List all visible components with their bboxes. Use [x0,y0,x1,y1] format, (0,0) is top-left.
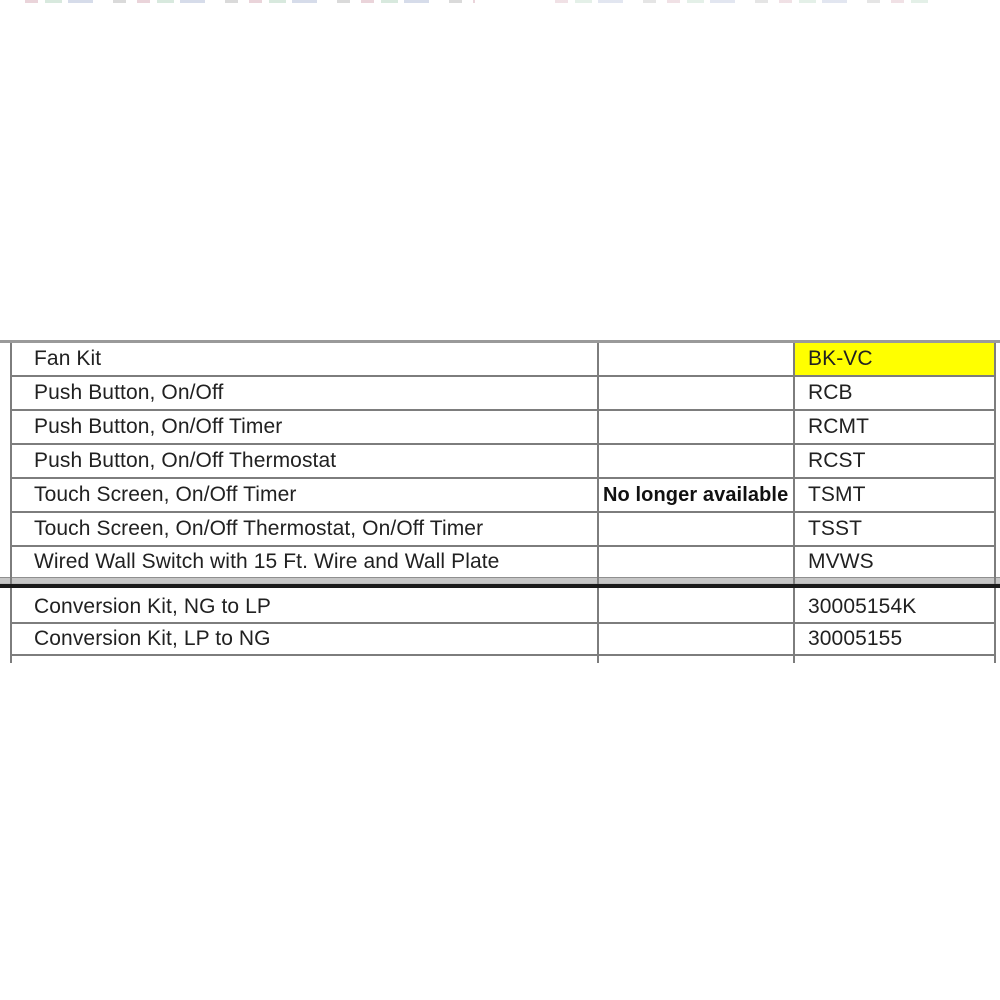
item-cell [10,547,597,577]
item-text: Conversion Kit, LP to NG [34,627,271,650]
item-cell [10,377,597,409]
item-cell [10,445,597,477]
part-text: TSST [808,517,863,540]
part-text: RCST [808,449,866,472]
table-row [10,377,996,411]
note-cell [597,592,793,622]
part-cell [793,377,996,409]
cropped-text-artifact [25,0,475,3]
part-cell [793,513,996,545]
part-cell [793,547,996,577]
note-cell [597,411,793,443]
stub-cell [10,656,597,663]
part-cell [793,624,996,654]
table-row [10,624,996,656]
availability-note-text: No longer available [603,483,789,506]
table-row [10,547,996,577]
cut-off-row-stub [10,656,996,663]
item-cell [10,592,597,622]
item-text: Fan Kit [34,347,102,370]
note-cell [597,624,793,654]
part-cell [793,411,996,443]
item-cell [10,343,597,375]
table-row [10,592,996,624]
note-cell [597,377,793,409]
item-cell [10,513,597,545]
part-text: MVWS [808,550,874,573]
part-text: BK-VC [808,347,873,370]
table-row [10,445,996,479]
table-row [10,513,996,547]
item-cell [10,479,597,511]
note-cell [597,445,793,477]
part-text: 30005155 [808,627,903,650]
item-text: Push Button, On/Off [34,381,224,404]
item-cell [10,411,597,443]
item-text: Touch Screen, On/Off Timer [34,483,297,506]
part-text: RCMT [808,415,870,438]
part-cell [793,445,996,477]
item-text: Wired Wall Switch with 15 Ft. Wire and Wall Plate [34,550,500,573]
note-cell [597,343,793,375]
item-cell [10,624,597,654]
highlighted-part-cell [793,343,996,375]
item-text: Push Button, On/Off Thermostat [34,449,337,472]
part-cell [793,592,996,622]
part-text: 30005154K [808,595,917,618]
part-cell [793,479,996,511]
table-row [10,343,996,377]
item-text: Push Button, On/Off Timer [34,415,283,438]
note-cell [597,479,793,511]
stub-cell [597,656,793,663]
table-row [10,411,996,445]
note-cell [597,513,793,545]
section-divider-line [0,584,1000,588]
note-cell [597,547,793,577]
parts-table [10,343,996,663]
item-text: Touch Screen, On/Off Thermostat, On/Off Timer [34,517,484,540]
part-text: RCB [808,381,853,404]
cropped-text-artifact [555,0,930,3]
item-text: Conversion Kit, NG to LP [34,595,271,618]
part-text: TSMT [808,483,866,506]
stub-cell [793,656,996,663]
table-row [10,479,996,513]
